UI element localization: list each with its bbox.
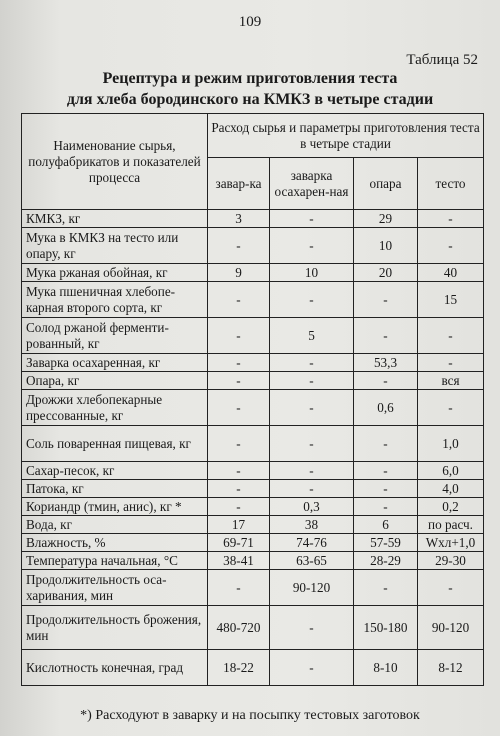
table-row — [22, 372, 484, 390]
row-value: 10 — [270, 264, 354, 282]
row-name: Температура начальная, °С — [22, 552, 208, 570]
table-title — [0, 68, 500, 110]
row-value: 480-720 — [208, 606, 270, 650]
row-value: - — [270, 426, 354, 462]
row-value: 6 — [354, 516, 418, 534]
row-name: Продолжительность брожения, мин — [22, 606, 208, 650]
table-row — [22, 534, 484, 552]
header-group: Расход сырья и параметры приготовления теста в четыре стадии — [208, 114, 484, 158]
row-value: - — [270, 462, 354, 480]
row-name: Мука ржаная обойная, кг — [22, 264, 208, 282]
row-value: 0,3 — [270, 498, 354, 516]
row-name: Патока, кг — [22, 480, 208, 498]
row-name: Сахар-песок, кг — [22, 462, 208, 480]
header-col-opara: опара — [354, 158, 418, 210]
row-value: - — [270, 282, 354, 318]
table-row — [22, 480, 484, 498]
row-value: по расч. — [418, 516, 484, 534]
row-name: Соль поваренная пищевая, кг — [22, 426, 208, 462]
row-value: 0,6 — [354, 390, 418, 426]
row-value: - — [418, 390, 484, 426]
header-col-zavarka-osaharennaya: заварка осахарен-ная — [270, 158, 354, 210]
footnote: *) Расходуют в заварку и на посыпку тестовых заготовок — [80, 708, 420, 723]
row-name: Солод ржаной ферменти-рованный, кг — [22, 318, 208, 354]
table-row — [22, 570, 484, 606]
row-name: Мука пшеничная хлебопе-карная второго сорта, кг — [22, 282, 208, 318]
row-value: - — [208, 282, 270, 318]
row-value: - — [354, 498, 418, 516]
row-value: 38 — [270, 516, 354, 534]
row-value: - — [208, 354, 270, 372]
table-row — [22, 516, 484, 534]
row-value: 1,0 — [418, 426, 484, 462]
row-name: Заварка осахаренная, кг — [22, 354, 208, 372]
row-value: 53,3 — [354, 354, 418, 372]
table-row — [22, 606, 484, 650]
table-row — [22, 318, 484, 354]
table-label: Таблица 52 — [406, 52, 478, 68]
table-title-line-2: для хлеба бородинского на КМКЗ в четыре стадии — [66, 91, 434, 108]
table-row — [22, 390, 484, 426]
row-name: КМКЗ, кг — [22, 210, 208, 228]
table-row — [22, 650, 484, 686]
row-value: - — [354, 426, 418, 462]
row-value: - — [270, 228, 354, 264]
row-name: Мука в КМКЗ на тесто или опару, кг — [22, 228, 208, 264]
row-value: 8-10 — [354, 650, 418, 686]
header-col-testo: тесто — [418, 158, 484, 210]
row-value: - — [270, 372, 354, 390]
header-col-zavarka: завар-ка — [208, 158, 270, 210]
row-value: - — [270, 354, 354, 372]
row-value: 29 — [354, 210, 418, 228]
row-name: Влажность, % — [22, 534, 208, 552]
table-row — [22, 210, 484, 228]
row-value: - — [208, 480, 270, 498]
row-value: - — [208, 372, 270, 390]
row-value: - — [418, 570, 484, 606]
row-value: 40 — [418, 264, 484, 282]
row-value: - — [208, 228, 270, 264]
row-value: 69-71 — [208, 534, 270, 552]
row-value: 3 — [208, 210, 270, 228]
row-value: - — [354, 282, 418, 318]
row-value: 17 — [208, 516, 270, 534]
table-row — [22, 552, 484, 570]
row-value: 150-180 — [354, 606, 418, 650]
page-number: 109 — [238, 14, 262, 30]
row-value: - — [270, 650, 354, 686]
row-value: 74-76 — [270, 534, 354, 552]
row-name: Кислотность конечная, град — [22, 650, 208, 686]
row-value: 8-12 — [418, 650, 484, 686]
row-value: - — [208, 390, 270, 426]
table-row — [22, 228, 484, 264]
row-value: 20 — [354, 264, 418, 282]
row-name: Дрожжи хлебопекарные прессованные, кг — [22, 390, 208, 426]
table-row — [22, 498, 484, 516]
row-value: - — [208, 462, 270, 480]
row-value: - — [270, 606, 354, 650]
table-row — [22, 354, 484, 372]
row-value: - — [354, 462, 418, 480]
row-value: 6,0 — [418, 462, 484, 480]
row-value: вся — [418, 372, 484, 390]
row-value: - — [418, 228, 484, 264]
recipe-table-body — [22, 210, 484, 686]
row-name: Кориандр (тмин, анис), кг * — [22, 498, 208, 516]
row-value: 10 — [354, 228, 418, 264]
table-row — [22, 426, 484, 462]
row-value: 5 — [270, 318, 354, 354]
row-value: - — [270, 210, 354, 228]
row-value: - — [354, 570, 418, 606]
row-value: 28-29 — [354, 552, 418, 570]
row-value: 9 — [208, 264, 270, 282]
table-row — [22, 282, 484, 318]
row-name: Вода, кг — [22, 516, 208, 534]
row-value: 18-22 — [208, 650, 270, 686]
recipe-table — [21, 113, 484, 686]
row-value: Wхл+1,0 — [418, 534, 484, 552]
row-value: - — [418, 354, 484, 372]
header-name-column: Наименование сырья, полуфабрикатов и показателей процесса — [22, 114, 208, 210]
row-value: - — [208, 570, 270, 606]
row-value: 38-41 — [208, 552, 270, 570]
table-row — [22, 462, 484, 480]
row-value: - — [270, 480, 354, 498]
row-value: 4,0 — [418, 480, 484, 498]
row-value: 29-30 — [418, 552, 484, 570]
row-value: 15 — [418, 282, 484, 318]
row-value: - — [208, 498, 270, 516]
row-value: - — [354, 372, 418, 390]
table-row — [22, 264, 484, 282]
table-title-line-1: Рецептура и режим приготовления теста — [102, 70, 398, 87]
row-value: - — [270, 390, 354, 426]
row-name: Продолжительность оса-харивания, мин — [22, 570, 208, 606]
row-name: Опара, кг — [22, 372, 208, 390]
row-value: 57-59 — [354, 534, 418, 552]
row-value: 90-120 — [270, 570, 354, 606]
row-value: 90-120 — [418, 606, 484, 650]
row-value: - — [354, 480, 418, 498]
row-value: - — [354, 318, 418, 354]
row-value: 63-65 — [270, 552, 354, 570]
row-value: - — [208, 426, 270, 462]
row-value: - — [208, 318, 270, 354]
row-value: - — [418, 210, 484, 228]
row-value: - — [418, 318, 484, 354]
row-value: 0,2 — [418, 498, 484, 516]
